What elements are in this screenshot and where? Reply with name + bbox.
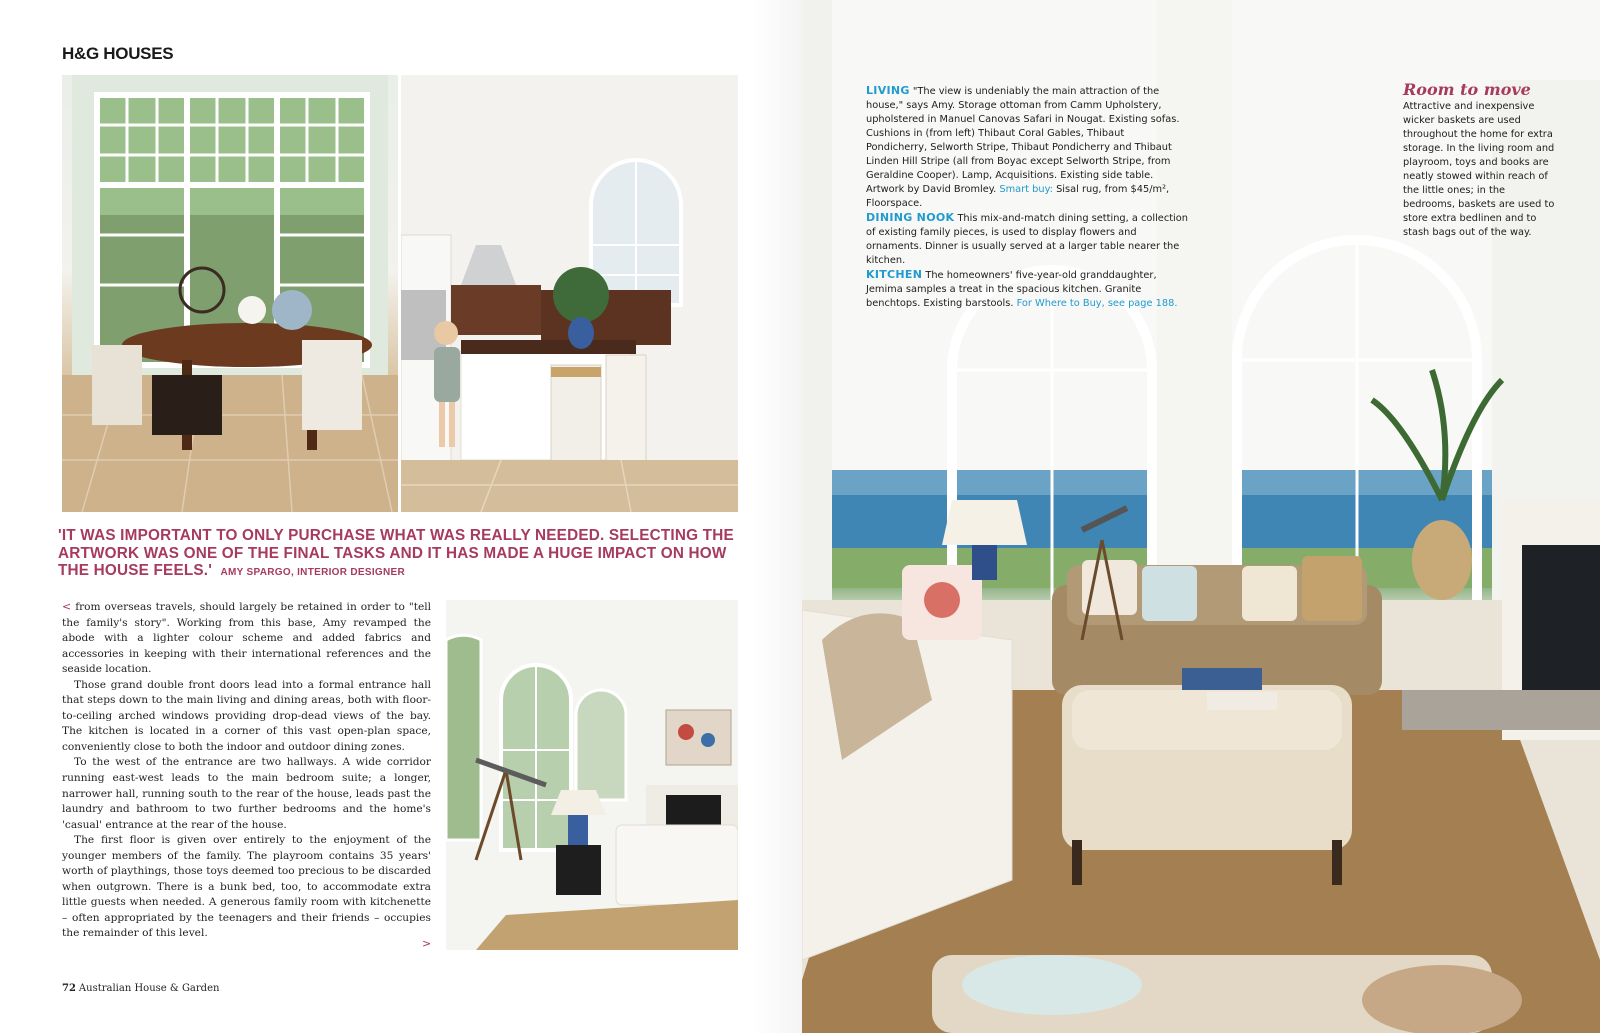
dining-photo xyxy=(62,75,398,512)
sidebar-title: Room to move xyxy=(1403,80,1531,99)
body-paragraph: The first floor is given over entirely to the enjoyment of the younger members of the family. The playroom contains 35 years' worth of playthings, those toys deemed too precious to be discarded when outgrown. There is a bunk bed, too, to accommodate extra little guests when needed. A generous family room with kitchenette – often appropriated by the teenagers and their friends – occupies the remainder of this level. xyxy=(62,834,431,940)
caption-text: The homeowners' five-year-old granddaughter, Jemima samples a treat in the spacious kitchen. Granite benchtops. Existing barstools. xyxy=(866,270,1157,309)
body-paragraph: Those grand double front doors lead into a formal entrance hall that steps down to the main living and dining areas, both with floor-to-ceiling arched windows providing drop-dead views of the bay. The kitchen is located in a corner of this vast open-plan space, conveniently close to both the indoor and outdoor dining zones. xyxy=(62,678,431,753)
page-number: 72 xyxy=(62,983,76,994)
pull-quote-text: 'IT WAS IMPORTANT TO ONLY PURCHASE WHAT WAS REALLY NEEDED. SELECTING THE ARTWORK WAS ONE OF THE FINAL TASKS AND IT HAS MADE A HUGE IMPACT ON HOW THE HOUSE FEELS.' xyxy=(58,527,734,579)
continued-arrow-icon: < xyxy=(62,600,72,613)
section-label: H&G HOUSES xyxy=(62,44,174,63)
caption-kitchen xyxy=(866,268,1188,311)
body-article xyxy=(62,599,431,942)
page-gutter xyxy=(752,0,802,1033)
caption-text: "The view is undeniably the main attraction of the house," says Amy. Storage ottoman from Camm Upholstery, upholstered in Manuel Canovas Safari in Nougat. Existing sofas. Cushions in (from left) Thibaut Coral Gables, Thibaut Pondicherry, Selworth Stripe, Thibaut Pondicherry and Thibaut Linden Hill Stripe (all from Boyac except Selworth Stripe, from Geraldine Cooper). Lamp, Acquisitions. Existing side table. Artwork by David Bromley. xyxy=(866,86,1180,195)
kitchen-photo xyxy=(401,75,738,512)
photo-captions xyxy=(866,84,1188,311)
continue-arrow-icon: > xyxy=(422,937,432,950)
paragraph-text: from overseas travels, should largely be retained in order to "tell the family's story". Working from this base, Amy revamped the abode with a lighter colour scheme and added fabrics and accessories in keeping with their international references and the seaside location. xyxy=(62,601,431,676)
playroom-photo xyxy=(446,600,738,950)
body-paragraph xyxy=(62,599,431,678)
room-to-move-sidebar xyxy=(1403,80,1558,240)
caption-label: DINING NOOK xyxy=(866,211,955,224)
magazine-name: Australian House & Garden xyxy=(78,983,220,994)
where-to-buy-link[interactable]: For Where to Buy, see page 188. xyxy=(1016,298,1178,309)
caption-dining xyxy=(866,211,1188,268)
caption-label: KITCHEN xyxy=(866,268,923,281)
pull-quote xyxy=(58,527,748,582)
quote-attribution: AMY SPARGO, INTERIOR DESIGNER xyxy=(220,567,405,578)
caption-label: LIVING xyxy=(866,84,910,97)
smart-buy-label: Smart buy: xyxy=(999,184,1053,195)
caption-living xyxy=(866,84,1188,211)
smart-buy-text: Sisal rug, from $45/m², Floorspace. xyxy=(866,184,1170,209)
caption-text: This mix-and-match dining setting, a collection of existing family pieces, is used to display flowers and ornaments. Dinner is usually served at a larger table nearer the kitchen. xyxy=(866,213,1188,266)
body-paragraph: To the west of the entrance are two hallways. A wide corridor running east-west leads to the main bedroom suite; a longer, narrower hall, running south to the rear of the house, leads past the laundry and bathroom to two further bedrooms and the home's 'casual' entrance at the rear of the house. xyxy=(62,756,431,831)
sidebar-text: Attractive and inexpensive wicker baskets are used throughout the home for extra storage. In the living room and playroom, toys and books are neatly stowed within reach of the little ones; in the bedrooms, baskets are used to store extra bedlinen and to stash bags out of the way. xyxy=(1403,101,1555,238)
page-folio xyxy=(62,983,219,994)
